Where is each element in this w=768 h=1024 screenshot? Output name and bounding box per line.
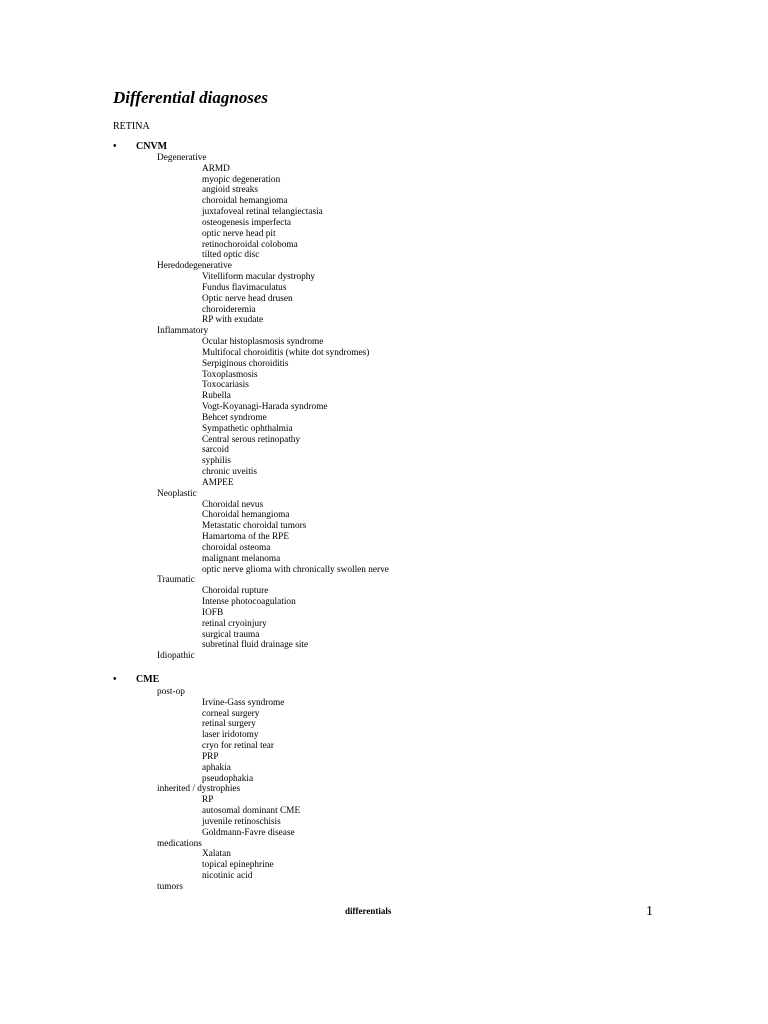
bullet-heading-cme: CME xyxy=(136,674,160,685)
list-item: Behcet syndrome xyxy=(202,412,267,423)
list-item: aphakia xyxy=(202,762,231,773)
list-item: syphilis xyxy=(202,456,231,467)
list-item: Multifocal choroiditis (white dot syndromes) xyxy=(202,347,370,358)
list-item: sarcoid xyxy=(202,445,229,456)
list-item: cryo for retinal tear xyxy=(202,741,275,752)
list-item: Goldmann-Favre disease xyxy=(202,827,295,838)
list-item: Central serous retinopathy xyxy=(202,434,301,445)
list-item: malignant melanoma xyxy=(202,553,281,564)
list-item: RP with exudate xyxy=(202,315,264,326)
bullet-heading-cnvm: CNVM xyxy=(136,141,168,152)
list-item: Vogt-Koyanagi-Harada syndrome xyxy=(202,402,328,413)
list-item: Choroidal rupture xyxy=(202,586,269,597)
list-item: Fundus flavimaculatus xyxy=(202,282,287,293)
list-item: corneal surgery xyxy=(202,708,260,719)
list-item: Choroidal hemangioma xyxy=(202,510,290,521)
category-label: medications xyxy=(157,838,202,849)
list-item: myopic degeneration xyxy=(202,174,281,185)
category-label: Degenerative xyxy=(157,153,207,163)
list-item: surgical trauma xyxy=(202,629,260,640)
list-item: Toxocariasis xyxy=(202,380,249,391)
list-item: Metastatic choroidal tumors xyxy=(202,521,307,532)
list-item: Choroidal nevus xyxy=(202,499,264,510)
list-item: AMPEE xyxy=(202,477,234,488)
list-item: Intense photocoagulation xyxy=(202,597,296,608)
list-item: subretinal fluid drainage site xyxy=(202,640,309,651)
bullet-icon: • xyxy=(113,674,117,685)
list-item: chronic uveitis xyxy=(202,467,257,478)
category-label: Heredodegenerative xyxy=(157,261,232,272)
list-item: pseudophakia xyxy=(202,773,254,784)
list-item: juxtafoveal retinal telangiectasia xyxy=(202,207,323,218)
list-item: Hamartoma of the RPE xyxy=(202,532,290,543)
category-label: inherited / dystrophies xyxy=(157,784,241,795)
list-item: choroidal osteoma xyxy=(202,542,271,553)
list-item: optic nerve head pit xyxy=(202,228,276,239)
list-item: Sympathetic ophthalmia xyxy=(202,423,293,434)
list-item: Xalatan xyxy=(202,849,231,860)
list-item: osteogenesis imperfecta xyxy=(202,217,292,228)
bullet-icon: • xyxy=(113,141,117,152)
category-label: tumors xyxy=(157,881,183,892)
page-number: 1 xyxy=(646,904,653,919)
list-item: topical epinephrine xyxy=(202,860,274,871)
page-title: Differential diagnoses xyxy=(113,88,269,107)
list-item: PRP xyxy=(202,751,219,762)
list-item: choroideremia xyxy=(202,304,256,315)
list-item: Irvine-Gass syndrome xyxy=(202,697,285,708)
list-item: juvenile retinoschisis xyxy=(202,816,281,827)
list-item: Vitelliform macular dystrophy xyxy=(202,272,316,283)
list-item: ARMD xyxy=(202,163,230,174)
list-item: choroidal hemangioma xyxy=(202,196,288,207)
list-item: tilted optic disc xyxy=(202,250,260,261)
list-item: optic nerve glioma with chronically swollen nerve xyxy=(202,564,389,575)
category-label: post-op xyxy=(157,687,185,697)
list-item: Optic nerve head drusen xyxy=(202,293,293,304)
category-label: Idiopathic xyxy=(157,651,195,662)
list-item: RP xyxy=(202,795,214,806)
list-item: angioid streaks xyxy=(202,185,259,196)
list-item: retinochoroidal coloboma xyxy=(202,239,298,250)
list-item: Toxoplasmosis xyxy=(202,369,258,380)
list-item: Serpiginous choroiditis xyxy=(202,358,289,369)
list-item: Ocular histoplasmosis syndrome xyxy=(202,337,324,348)
page-footer: differentials xyxy=(345,906,392,916)
list-item: IOFB xyxy=(202,607,224,618)
list-item: laser iridotomy xyxy=(202,730,259,741)
category-label: Inflammatory xyxy=(157,326,209,337)
section-heading: RETINA xyxy=(113,121,150,132)
list-item: retinal cryoinjury xyxy=(202,618,267,629)
list-item: autosomal dominant CME xyxy=(202,806,301,817)
category-label: Traumatic xyxy=(157,575,195,586)
category-label: Neoplastic xyxy=(157,488,197,499)
list-item: Rubella xyxy=(202,391,231,402)
list-item: nicotinic acid xyxy=(202,871,253,882)
list-item: retinal surgery xyxy=(202,719,256,730)
